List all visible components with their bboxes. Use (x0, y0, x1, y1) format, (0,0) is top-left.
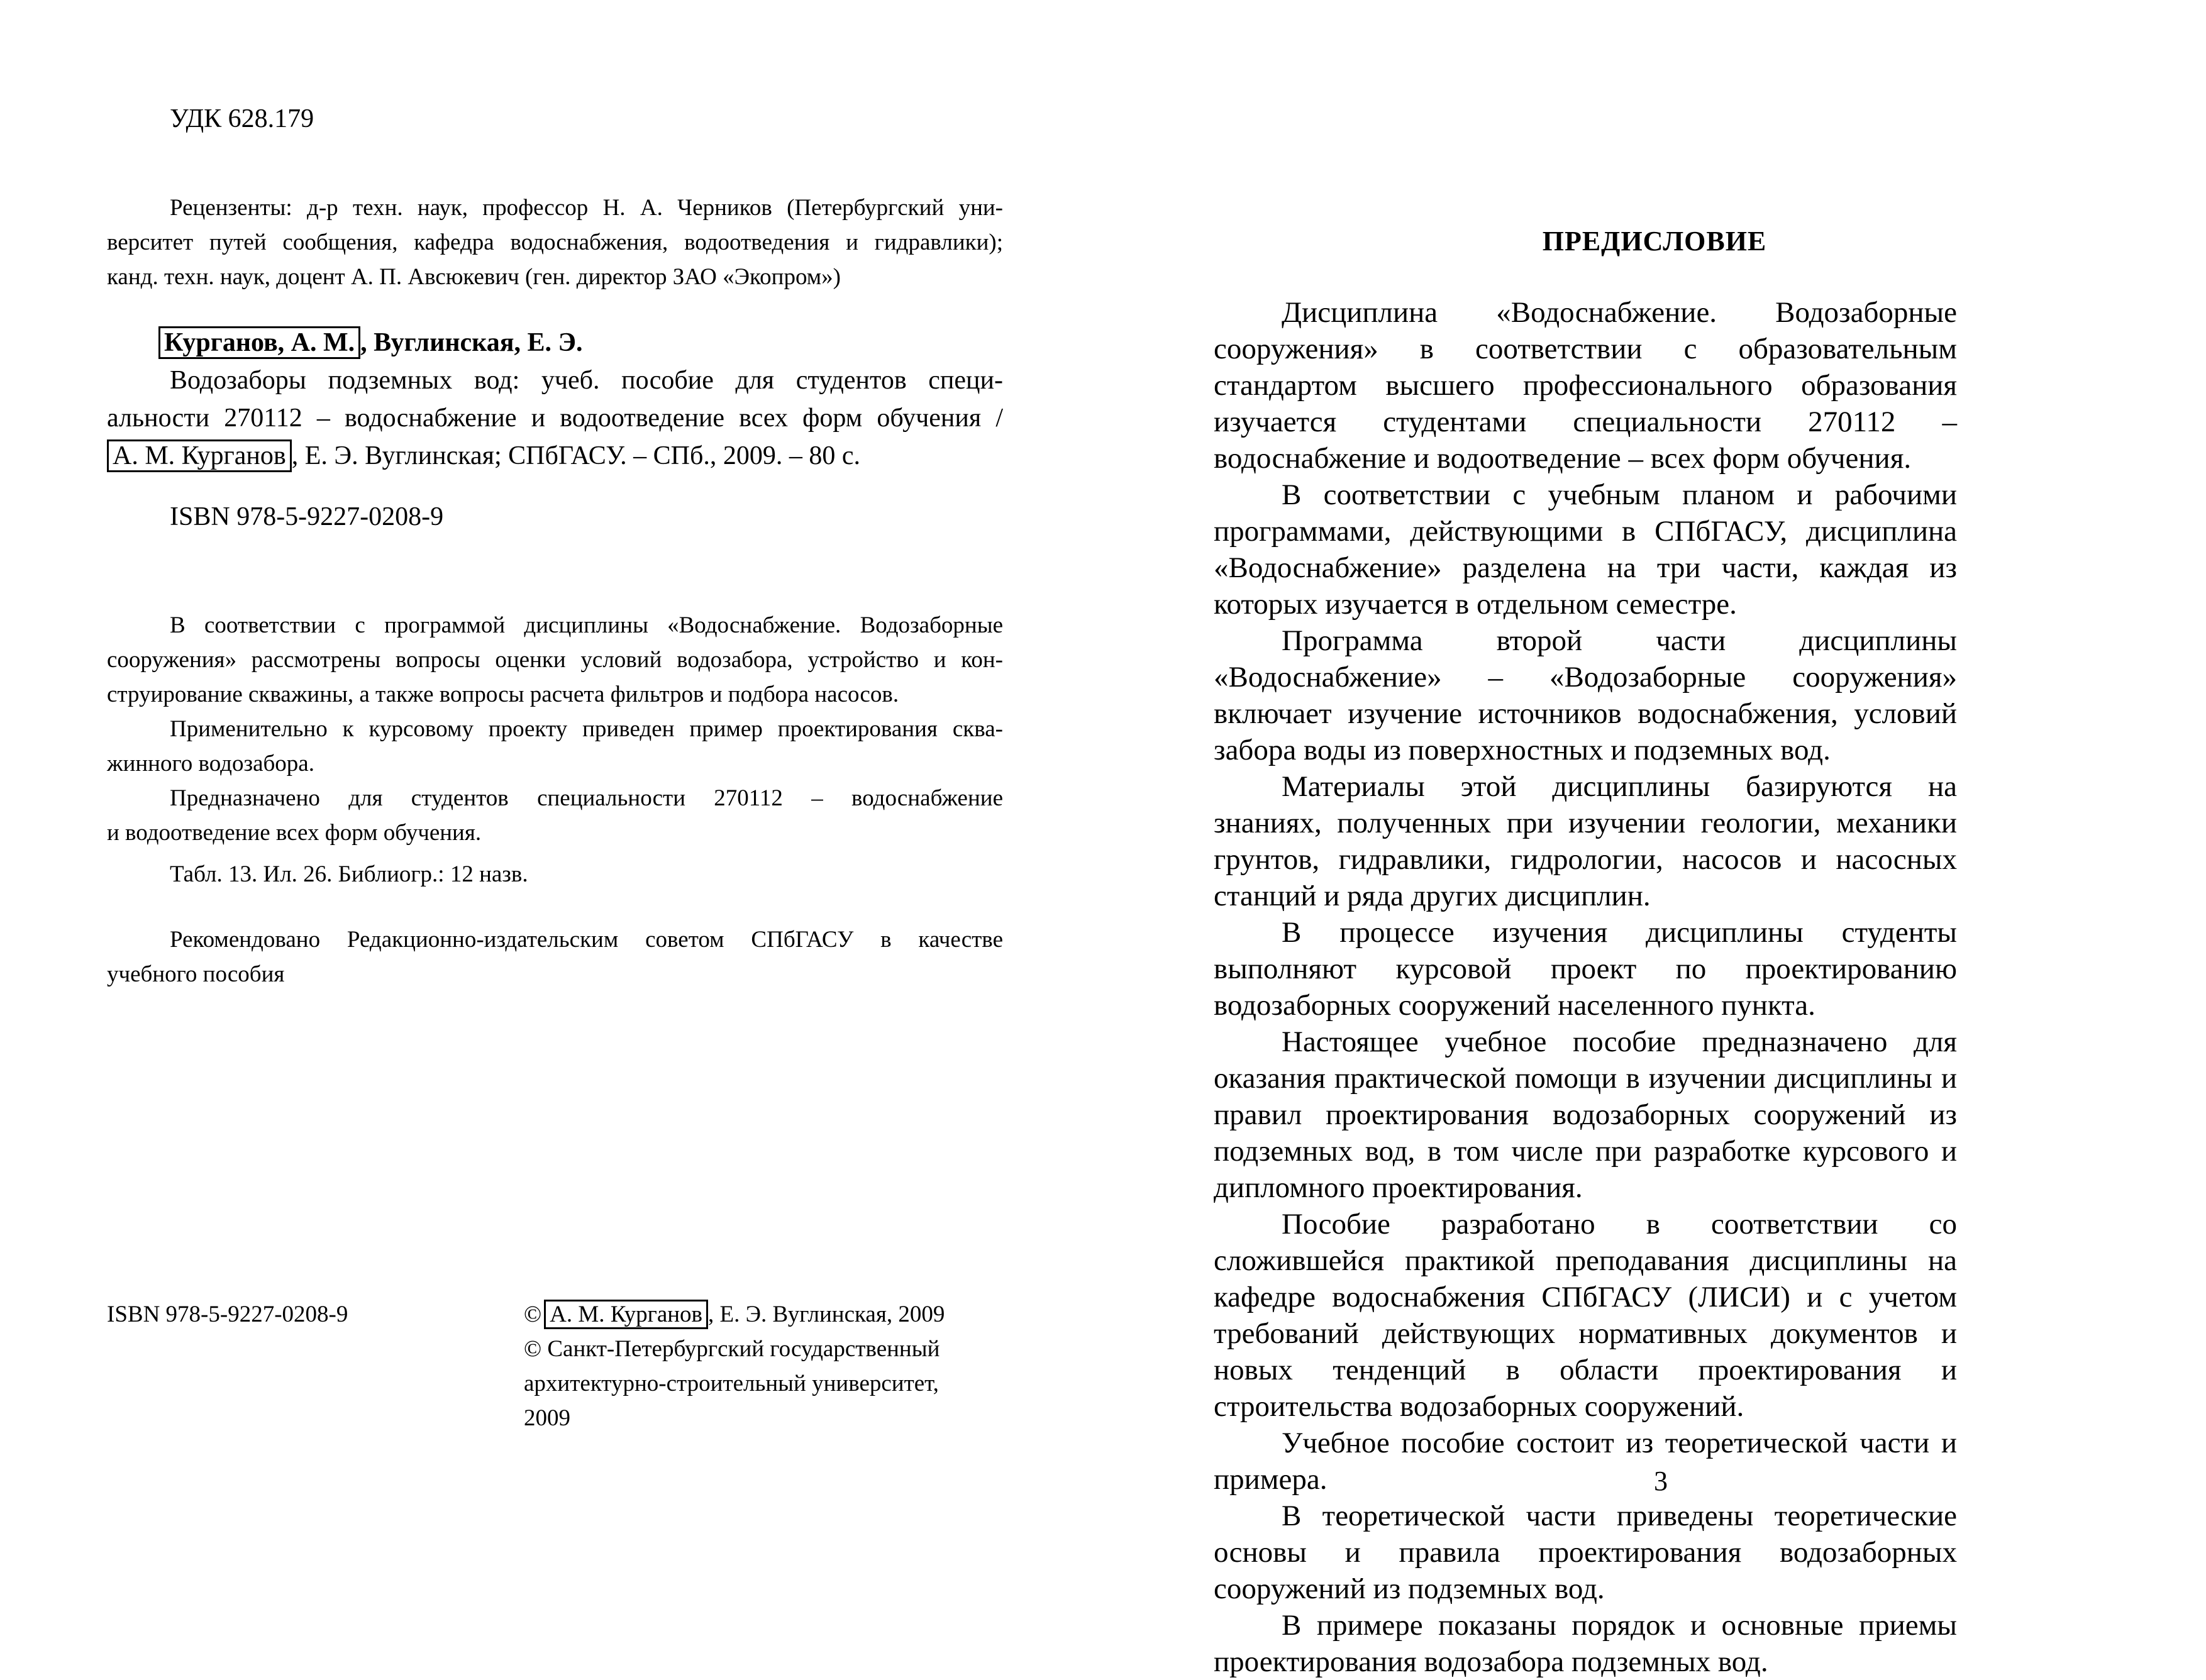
authors-heading (107, 324, 1003, 362)
publication-details: , Е. Э. Вуглинская; СПбГАСУ. – СПб., 2009. – 80 с. (291, 441, 860, 470)
preface-paragraph: Настоящее учебное пособие предназначено для оказания практической помощи в изучении дисциплины и правил проектирования водозаборных сооружений из подземных вод, в том числе при разработке курсового и дипломного проектирования. (1214, 1025, 1957, 1204)
abstract-line: В соответствии с программой дисциплины «Водоснабжение. Водозаборные (170, 612, 1003, 638)
deceased-author-box: А. М. Курганов (107, 439, 292, 472)
preface-paragraph: Дисциплина «Водоснабжение. Водозаборные сооружения» в соответствии с образовательным стандартом высшего профессионального образования изучается студентами специальности 270112 – водоснабжение и водоотведение – всех форм обучения. (1214, 296, 1957, 475)
preface-paragraph: В соответствии с учебным планом и рабочими программами, действующими в СПбГАСУ, дисциплина «Водоснабжение» разделена на три части, каждая из которых изучается в отдельном семестре. (1214, 478, 1957, 621)
tables-info: Табл. 13. Ил. 26. Библиогр.: 12 назв. (170, 861, 528, 887)
responsibility-line (107, 437, 1003, 475)
abstract-line: струирование скважины, а также вопросы расчета фильтров и подбора насосов. (107, 682, 899, 707)
right-page (1103, 0, 2206, 1678)
copyright-block (524, 1297, 1002, 1435)
abstract-line: Применительно к курсовому проекту приведен пример проектирования сква- (170, 716, 1003, 742)
copyright-coauthor: , Е. Э. Вуглинская, 2009 (708, 1301, 945, 1327)
preface-paragraph: Учебное пособие состоит из теоретической части и примера. (1214, 1427, 1957, 1496)
recommendation-line: учебного пособия (107, 961, 285, 987)
preface-paragraph: Материалы этой дисциплины базируются на знаниях, полученных при изучении геологии, механики грунтов, гидравлики, гидрологии, насосов и насосных станций и ряда других дисциплин. (1214, 770, 1957, 912)
copyright-line (524, 1297, 1002, 1332)
copyright-year: 2009 (524, 1405, 570, 1431)
footer-isbn: ISBN 978-5-9227-0208-9 (107, 1301, 348, 1327)
page-title: ПРЕДИСЛОВИЕ (1542, 226, 1767, 257)
preface-paragraph: В примере показаны порядок и основные приемы проектирования водозабора подземных вод. (1214, 1609, 1957, 1678)
preface-paragraph: Программа второй части дисциплины «Водоснабжение» – «Водозаборные сооружения» включает изучение источников водоснабжения, условий забора воды из поверхностных и подземных вод. (1214, 624, 1957, 766)
reviewers-line: канд. техн. наук, доцент А. П. Авсюкевич (ген. директор ЗАО «Экопром») (107, 264, 841, 290)
copyright-line: архитектурно-строительный университет, (524, 1371, 939, 1396)
copyright-line: © Санкт-Петербургский государственный (524, 1336, 940, 1362)
preface-paragraph: В теоретической части приведены теоретические основы и правила проектирования водозаборных сооружений из подземных вод. (1214, 1500, 1957, 1605)
abstract-line: Предназначено для студентов специальности 270112 – водоснабжение (170, 785, 1003, 811)
copyright-symbol: © (524, 1301, 542, 1327)
abstract-block (107, 608, 1003, 850)
preface-paragraph: В процессе изучения дисциплины студенты выполняют курсовой проект по проектированию водозаборных сооружений населенного пункта. (1214, 916, 1957, 1022)
book-title-line: Водозаборы подземных вод: учеб. пособие для студентов специ- (170, 366, 1003, 395)
abstract-line: и водоотведение всех форм обучения. (107, 820, 482, 846)
reviewers-line: Рецензенты: д-р техн. наук, профессор Н. А. Черников (Петербургский уни- (170, 195, 1003, 221)
preface-paragraph: Пособие разработано в соответствии со сложившейся практикой преподавания дисциплины на кафедре водоснабжения СПбГАСУ (ЛИСИ) и с учетом требований действующих нормативных документов и новых тенденций в области проектирования и строительства водозаборных сооружений. (1214, 1208, 1957, 1423)
abstract-line: жинного водозабора. (107, 751, 314, 776)
recommendation-line: Рекомендовано Редакционно-издательским советом СПбГАСУ в качестве (170, 927, 1003, 953)
udk-code: УДК 628.179 (170, 104, 314, 133)
preface-body (1214, 294, 1957, 1680)
second-author: , Вуглинская, Е. Э. (360, 328, 583, 357)
deceased-author-box: А. М. Курганов (544, 1300, 708, 1329)
bibliographic-record (107, 324, 1003, 475)
reviewers-block (107, 191, 1003, 294)
page-number: 3 (1654, 1466, 1668, 1496)
reviewers-line: верситет путей сообщения, кафедра водоснабжения, водоотведения и гидравлики); (107, 229, 1003, 255)
isbn-main: ISBN 978-5-9227-0208-9 (170, 502, 444, 531)
abstract-line: сооружения» рассмотрены вопросы оценки условий водозабора, устройство и кон- (107, 647, 1003, 673)
book-title-line: альности 270112 – водоснабжение и водоотведение всех форм обучения / (107, 404, 1003, 433)
recommendation-block (107, 922, 1003, 992)
deceased-author-box: Курганов, А. М. (158, 326, 360, 359)
left-page (0, 0, 1103, 1559)
